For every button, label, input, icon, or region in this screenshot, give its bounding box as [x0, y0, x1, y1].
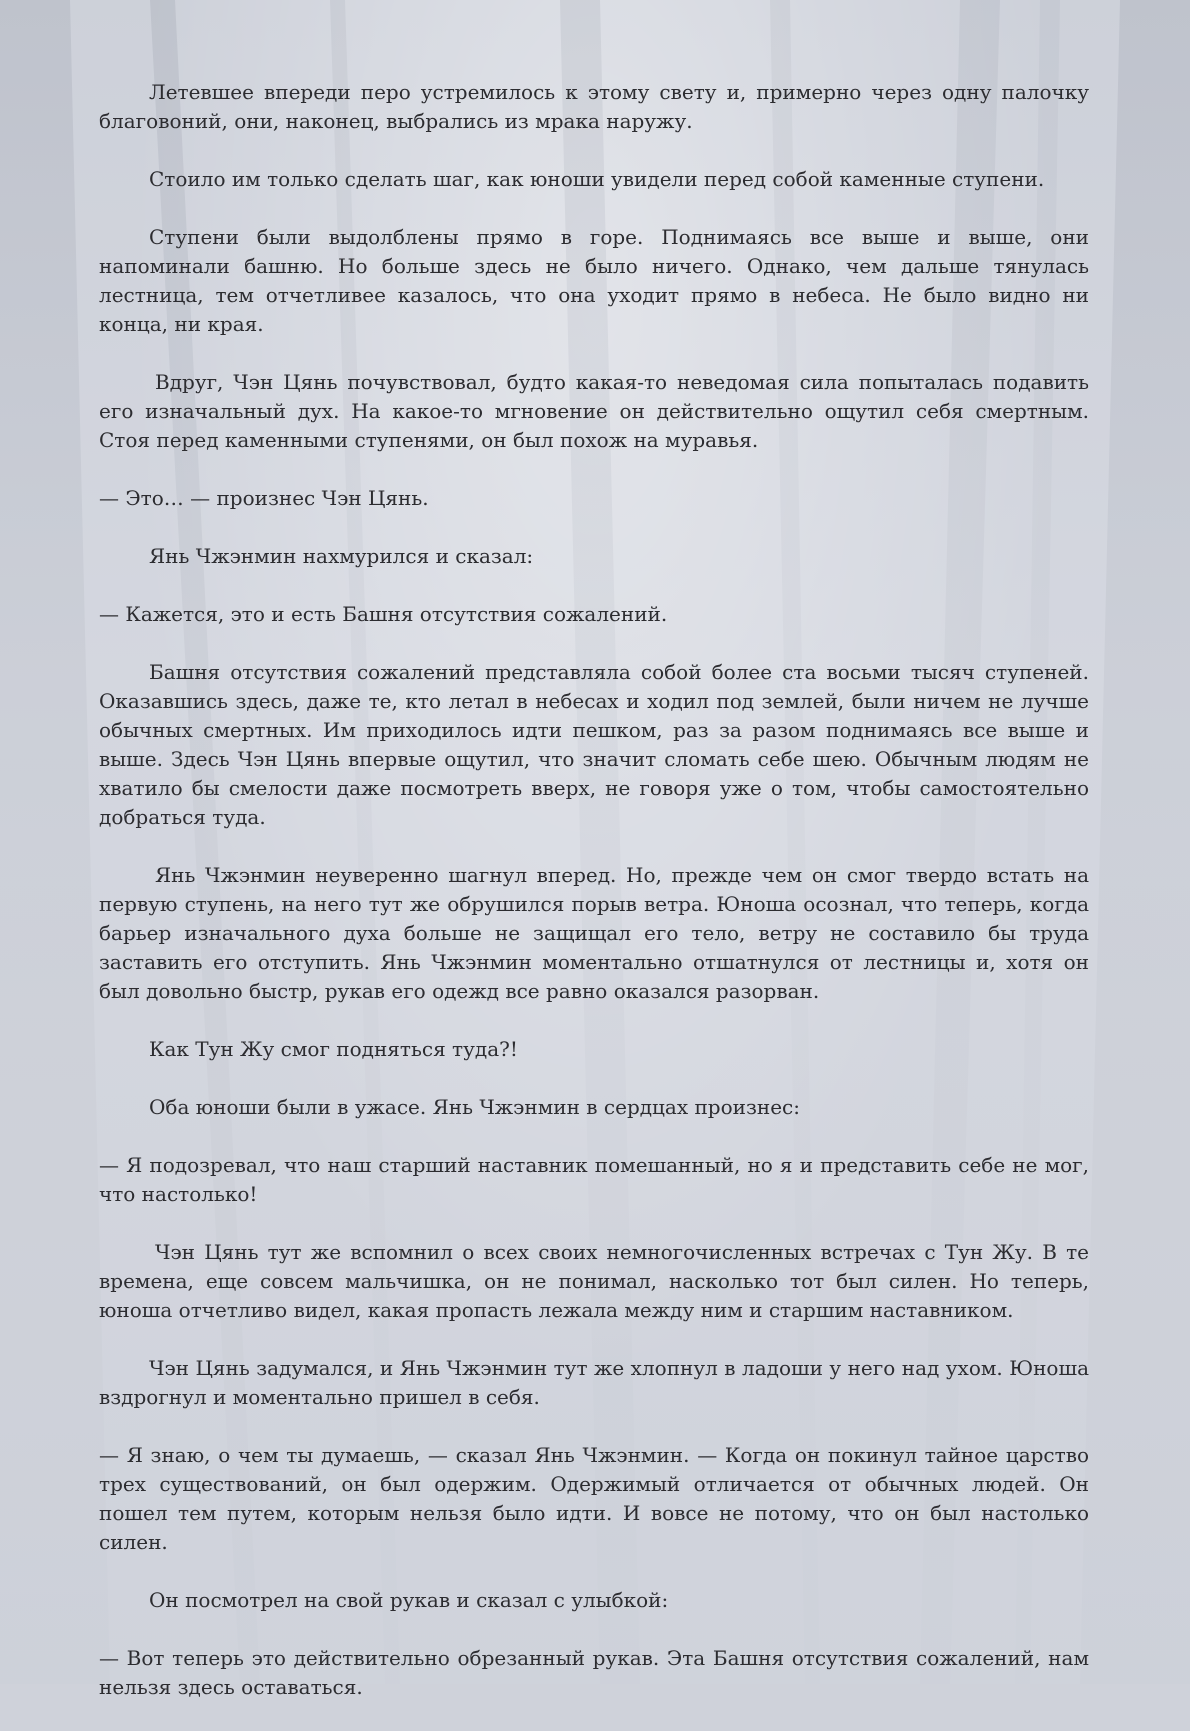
paragraph: — Это… — произнес Чэн Цянь. — [99, 486, 429, 510]
paragraph: Башня отсутствия сожалений представляла собой более ста восьми тысяч ступеней. Оказавшись здесь, даже те, кто летал в небесах и ходил под землей, были ничем не лучше обычных смертных. Им приходилось идти пешком, раз за разом поднимаясь все выше и выше. Здесь Чэн Цянь впервые ощутил, что значит сломать себе шею. Обычным людям не хватило бы смелости даже посмотреть вверх, не говоря уже о том, чтобы самостоятельно добраться туда. — [99, 660, 1089, 829]
paragraph: — Вот теперь это действительно обрезанный рукав. Эта Башня отсутствия сожалений, нам нельзя здесь оставаться. — [99, 1646, 1089, 1699]
paragraph: — Кажется, это и есть Башня отсутствия сожалений. — [99, 602, 668, 626]
paragraph: Чэн Цянь тут же вспомнил о всех своих немногочисленных встречах с Тун Жу. В те времена, еще совсем мальчишка, он не понимал, насколько тот был силен. Но теперь, юноша отчетливо видел, какая пропасть лежала между ним и старшим наставником. — [99, 1240, 1089, 1322]
document-body — [99, 78, 1089, 1731]
paragraph: Янь Чжэнмин неуверенно шагнул вперед. Но, прежде чем он смог твердо встать на первую ступень, на него тут же обрушился порыв ветра. Юноша осознал, что теперь, когда барьер изначального духа больше не защищал его тело, ветру не составило бы труда заставить его отступить. Янь Чжэнмин моментально отшатнулся от лестницы и, хотя он был довольно быстр, рукав его одежд все равно оказался разорван. — [99, 863, 1089, 1003]
paragraph: — Я подозревал, что наш старший наставник помешанный, но я и представить себе не мог, что настолько! — [99, 1153, 1089, 1206]
paragraph: — Я знаю, о чем ты думаешь, — сказал Янь Чжэнмин. — Когда он покинул тайное царство трех существований, он был одержим. Одержимый отличается от обычных людей. Он пошел тем путем, которым нельзя было идти. И вовсе не потому, что он был настолько силен. — [99, 1443, 1089, 1554]
paragraph: Вдруг, Чэн Цянь почувствовал, будто какая-то неведомая сила попыталась подавить его изначальный дух. На какое-то мгновение он действительно ощутил себя смертным. Стоя перед каменными ступенями, он был похож на муравья. — [99, 370, 1089, 452]
paragraph: Как Тун Жу смог подняться туда?! — [149, 1037, 518, 1061]
paragraph: Он посмотрел на свой рукав и сказал с улыбкой: — [149, 1588, 669, 1612]
paragraph: Оба юноши были в ужасе. Янь Чжэнмин в сердцах произнес: — [149, 1095, 800, 1119]
paragraph: Чэн Цянь задумался, и Янь Чжэнмин тут же хлопнул в ладоши у него над ухом. Юноша вздрогнул и моментально пришел в себя. — [99, 1356, 1089, 1409]
paragraph: Летевшее впереди перо устремилось к этому свету и, примерно через одну палочку благовоний, они, наконец, выбрались из мрака наружу. — [99, 80, 1089, 133]
paragraph: Янь Чжэнмин нахмурился и сказал: — [149, 544, 534, 568]
paragraph: Стоило им только сделать шаг, как юноши увидели перед собой каменные ступени. — [149, 167, 1045, 191]
paragraph: Ступени были выдолблены прямо в горе. Поднимаясь все выше и выше, они напоминали башню. Но больше здесь не было ничего. Однако, чем дальше тянулась лестница, тем отчетливее казалось, что она уходит прямо в небеса. Не было видно ни конца, ни края. — [99, 225, 1089, 336]
